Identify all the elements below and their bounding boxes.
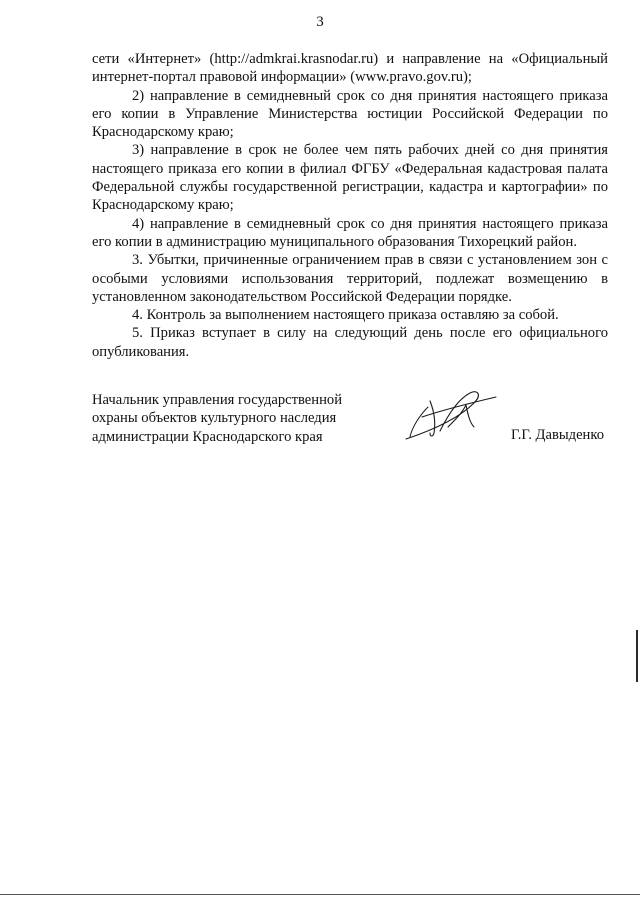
signer-title (92, 391, 342, 446)
paragraph-item-2: 2) направление в семидневный срок со дня принятия настоящего приказа его копии в Управление Министерства юстиции Российской Федерации по Краснодарскому краю; (92, 87, 608, 141)
paragraph-clause-3: 3. Убытки, причиненные ограничением прав в связи с установлением зон с особыми условиями использования территорий, подлежат возмещению в установленном законодательством Российской Федерации порядке. (92, 252, 608, 305)
handwritten-signature (400, 387, 510, 443)
scan-bottom-edge (0, 894, 640, 895)
paragraph-continuation: сети «Интернет» (http://admkrai.krasnodar.ru) и направление на «Официальный интернет-портал правовой информации» (www.pravo.gov.ru); (92, 51, 608, 86)
scan-edge-mark (636, 630, 638, 682)
paragraph-item-3: 3) направление в срок не более чем пять рабочих дней со дня принятия настоящего приказа его копии в филиал ФГБУ «Федеральная кадастровая палата Федеральной службы государственной регистрации, кадастра и картографии» по Краснодарскому краю; (92, 142, 608, 214)
document-body (92, 50, 608, 361)
paragraph-item-4: 4) направление в семидневный срок со дня принятия настоящего приказа его копии в администрацию муниципального образования Тихорецкий район. (92, 215, 608, 250)
signer-title-line: охраны объектов культурного наследия (92, 410, 337, 427)
paragraph-clause-5: 5. Приказ вступает в силу на следующий день после его официального опубликования. (92, 325, 608, 360)
signer-name: Г.Г. Давыденко (510, 427, 604, 443)
paragraph-clause-4: 4. Контроль за выполнением настоящего приказа оставляю за собой. (132, 307, 559, 324)
signer-title-line: администрации Краснодарского края (92, 428, 323, 445)
signature-block (92, 391, 608, 451)
signer-title-line: Начальник управления государственной (92, 392, 343, 408)
page-number: 3 (316, 14, 324, 30)
